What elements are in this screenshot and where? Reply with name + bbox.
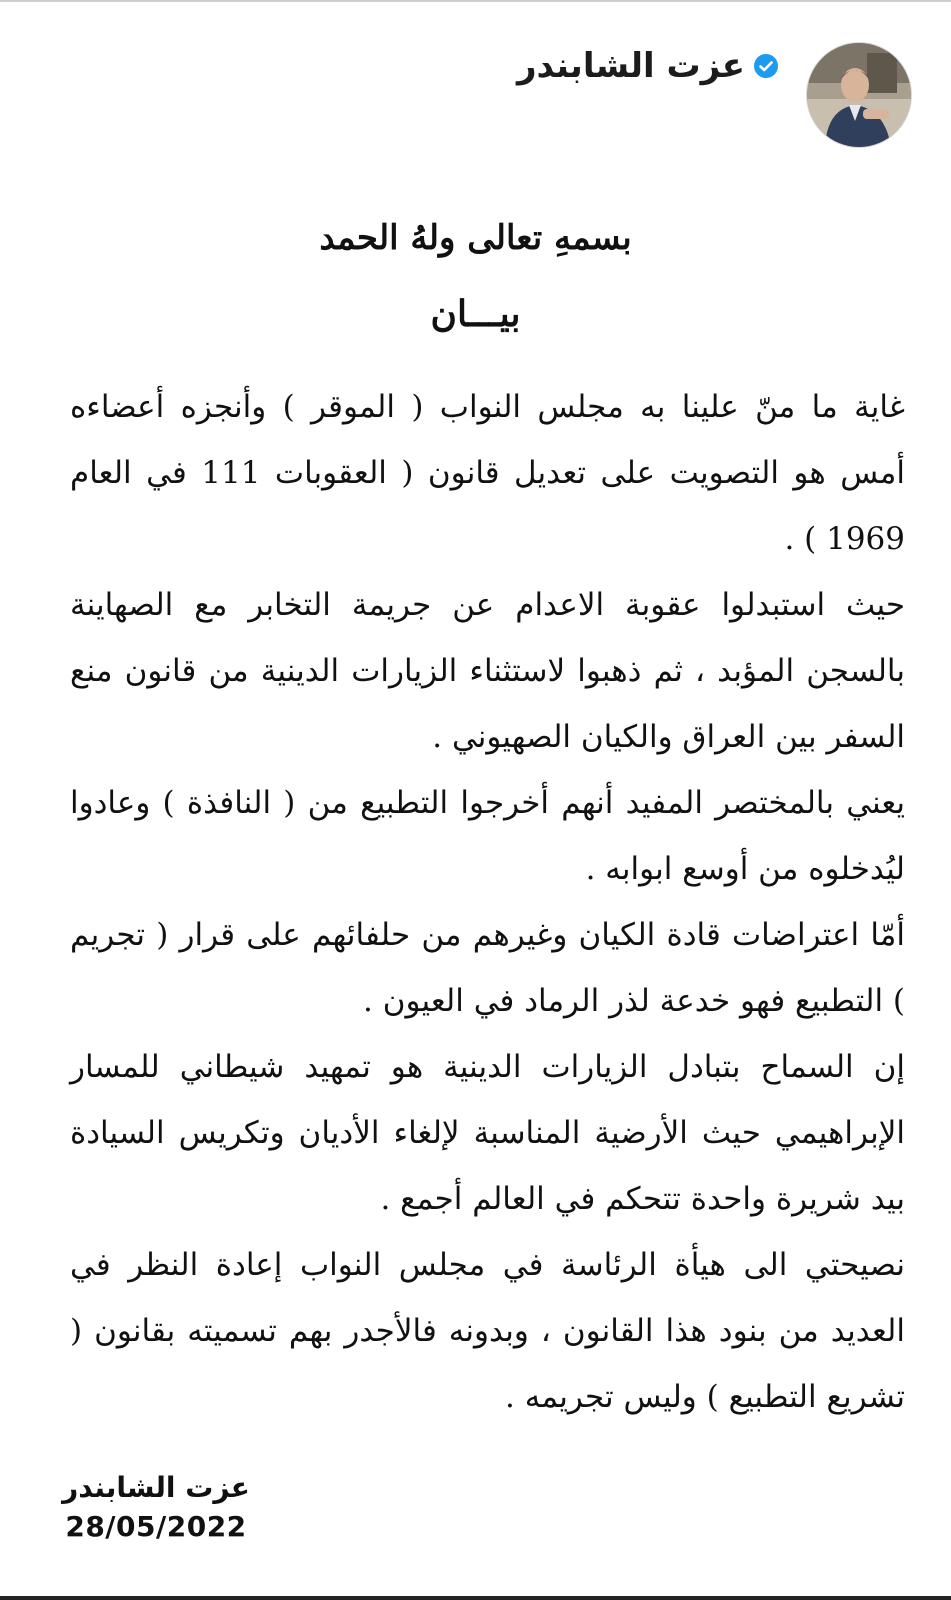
signature-block <box>46 1468 266 1546</box>
statement-body <box>70 374 905 1430</box>
statement-heading: بيـــان <box>430 293 521 335</box>
statement-title-block <box>0 212 951 340</box>
statement-paragraph: غاية ما منّ علينا به مجلس النواب ( الموقر ) وأنجزه أعضاءه أمس هو التصويت على تعديل قانون ( العقوبات 111 في العام 1969 ) . <box>70 389 905 557</box>
statement-paragraph: نصيحتي الى هيأة الرئاسة في مجلس النواب إعادة النظر في العديد من بنود هذا القانون ، وبدونه فالأجدر بهم تسميته بقانون ( تشريع التطبيع ) وليس تجريمه . <box>70 1247 905 1415</box>
author-name-row <box>517 46 779 86</box>
author-avatar[interactable] <box>807 43 911 147</box>
profile-photo-icon <box>807 43 911 147</box>
statement-paragraph: حيث استبدلوا عقوبة الاعدام عن جريمة التخابر مع الصهاينة بالسجن المؤبد ، ثم ذهبوا لاستثناء الزيارات الدينية من قانون منع السفر بين العراق والكيان الصهيوني . <box>70 587 905 755</box>
bottom-divider <box>0 1596 951 1600</box>
signature-name: عزت الشابندر <box>62 1471 250 1504</box>
basmala: بسمهِ تعالى ولهُ الحمد <box>319 218 632 258</box>
statement-paragraph: إن السماح بتبادل الزيارات الدينية هو تمهيد شيطاني للمسار الإبراهيمي حيث الأرضية المناسبة لإلغاء الأديان وتكريس السيادة بيد شريرة واحدة تتحكم في العالم أجمع . <box>70 1049 905 1217</box>
author-name[interactable]: عزت الشابندر <box>516 46 745 86</box>
statement-paragraph: يعني بالمختصر المفيد أنهم أخرجوا التطبيع من ( النافذة ) وعادوا ليُدخلوه من أوسع ابوابه . <box>70 785 905 887</box>
statement-paragraph: أمّا اعتراضات قادة الكيان وغيرهم من حلفائهم على قرار ( تجريم ) التطبيع فهو خدعة لذر الرماد في العيون . <box>70 917 905 1019</box>
top-divider <box>0 0 951 2</box>
verified-badge-icon <box>753 53 779 79</box>
post-header <box>517 40 911 150</box>
signature-date: 28/05/2022 <box>65 1510 247 1543</box>
